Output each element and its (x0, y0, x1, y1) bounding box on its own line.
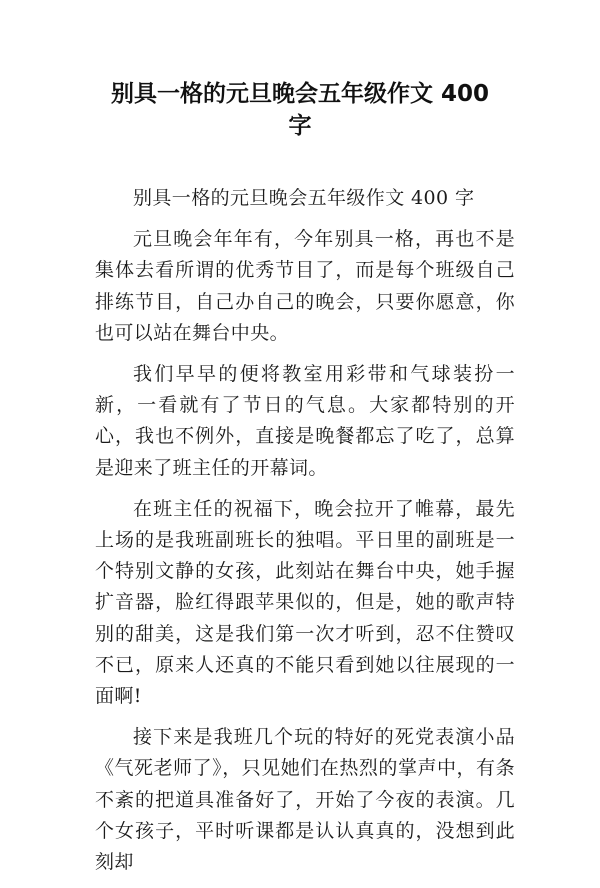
paragraph: 元旦晚会年年有，今年别具一格，再也不是集体去看所谓的优秀节目了，而是每个班级自己排练节目，自己办自己的晚会，只要你愿意，你也可以站在舞台中央。 (95, 228, 515, 344)
paragraph: 在班主任的祝福下，晚会拉开了帷幕，最先上场的是我班副班长的独唱。平日里的副班是一个特别文静的女孩，此刻站在舞台中央，她手握扩音器，脸红得跟苹果似的，但是，她的歌声特别的甜美，这是我们第一次才听到，忍不住赞叹不已，原来人还真的不能只看到她以往展现的一面啊! (95, 497, 515, 708)
document-body (95, 183, 515, 888)
paragraph-subtitle: 别具一格的元旦晚会五年级作文 400 字 (133, 187, 475, 209)
paragraph: 我们早早的便将教室用彩带和气球装扮一新，一看就有了节日的气息。大家都特别的开心，我也不例外，直接是晚餐都忘了吃了，总算是迎来了班主任的开幕词。 (95, 363, 515, 479)
paragraph: 接下来是我班几个玩的特好的死党表演小品《气死老师了》，只见她们在热烈的掌声中，有条不紊的把道具准备好了，开始了今夜的表演。几个女孩子，平时听课都是认认真真的，没想到此刻却 (95, 726, 515, 874)
document-title: 别具一格的元旦晚会五年级作文 400 字 (110, 81, 490, 139)
